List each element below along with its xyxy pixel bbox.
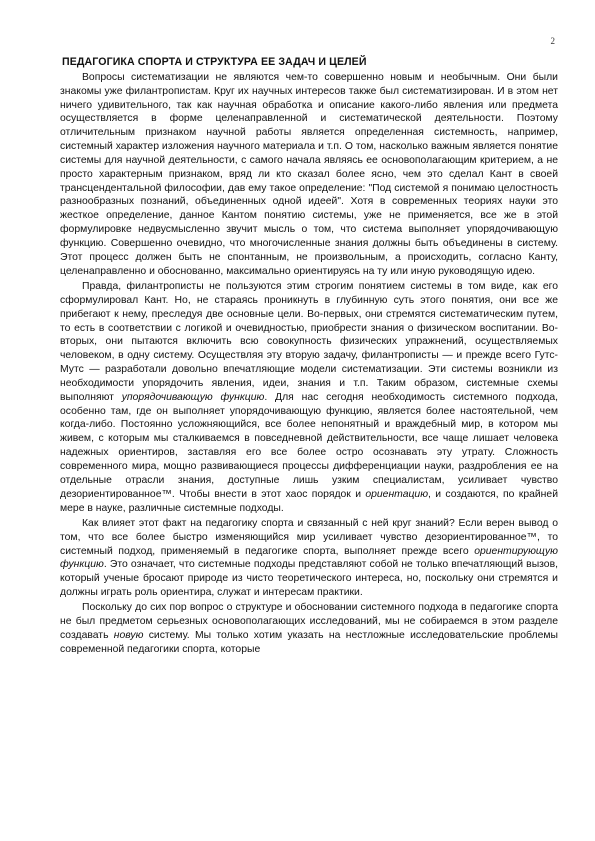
emphasized-text: упорядочивающую функцию (121, 391, 265, 403)
paragraphs-container (60, 71, 558, 657)
paragraph-text: . Это означает, что системные подходы представляют собой не только впечатляющий вызов, который ученые бросают природе из чисто теоретического интереса, но, поскольку они стремятся и должны играть роль ориентира, служат и интересам практики. (60, 559, 558, 599)
paragraph-text: Правда, филантрописты не пользуются этим строгим понятием системы в том виде, как его сформулировал Кант. Но, не стараясь проникнуть в глубинную суть этого понятия, они все же прибегают к нему, преследуя две основные цели. Во-первых, они стремятся систематическим путем, то есть в соответствии с логикой и очевидностью, приобрести знания о физическом воспитании. Во-вторых, они пытаются включить всю совокупность физических упражнений, осуществляемых человеком, в одну систему. Осуществляя эту вторую задачу, филантрописты — и прежде всего Гутс-Мутс — разработали довольно впечатляющие модели систематизации. Эти системы возникли из необходимости упорядочить явления, идеи, знания и т.п. Таким образом, системные схемы выполняют (60, 281, 558, 403)
paragraph-text: . Для нас сегодня необходимость системного подхода, особенно там, где он выполняет упорядочивающую функцию, является более настоятельной, чем когда-либо. Постоянно усложняющийся, все более непонятный и враждебный мир, в котором мы живем, с которым мы сталкиваемся в повседневной действительности, все чаще лишает человека надежных ориентиров, заставляя его все более остро осознавать эту утрату. Сложность современного мира, мощно развивающиеся процессы дифференциации науки, раздробления ее на отдельные отрасли знания, доступные лишь узким специалистам, усиливает чувство дезориентированное™. Чтобы внести в этот хаос порядок и (60, 391, 558, 500)
page-number: 2 (550, 36, 555, 46)
paragraph (60, 517, 558, 600)
paragraph (60, 280, 558, 515)
document-body (60, 56, 558, 658)
paragraph-text: , и создаются, по крайней мере в науке, различные системные подходы. (60, 488, 559, 514)
paragraph (60, 601, 558, 656)
section-title: ПЕДАГОГИКА СПОРТА И СТРУКТУРА ЕЕ ЗАДАЧ И ЦЕЛЕЙ (62, 56, 367, 68)
paragraph-text: Как влияет этот факт на педагогику спорта и связанный с ней круг знаний? Если верен вывод о том, что все более быстро изменяющийся мир усиливает чувство дезориентированное™, то системный подход, применяемый в педагогике спорта, выполняет прежде всего (60, 517, 558, 557)
emphasized-text: ориентирующую функцию (60, 545, 558, 571)
emphasized-text: ориентацию (365, 488, 429, 500)
paragraph-text: систему. Мы только хотим указать на нестложные исследовательские проблемы современной педагогики спорта, которые (60, 630, 558, 655)
paragraph (60, 71, 558, 279)
paragraph-text: Поскольку до сих пор вопрос о структуре и обосновании системного подхода в педагогике спорта не был предметом серьезных основополагающих исследований, мы не собираемся в этом разделе создавать (60, 602, 558, 642)
emphasized-text: новую (113, 630, 144, 642)
paragraph-text: Вопросы систематизации не являются чем-то совершенно новым и необычным. Они были знакомы уже филантропистам. Круг их научных интересов также был систематизирован. И в этом нет ничего удивительного, так как научная обработка и описание какого-либо явления или предмета осуществляется в форме целенаправленной и систематической деятельности. Поэтому отличительным признаком научной работы является определенная системность, например, системный характер изложения научного материала и т.п. О том, насколько важным является понятие системы для научной деятельности, с самого начала являясь ее основополагающим критерием, а не просто характерным признаком, вряд ли кто сказал более ясно, чем это сделал Кант в своей трансцендентальной философии, дав ему такое определение: "Под системой я понимаю целостность разнообразных познаний, объединенных одной идеей". Хотя в современных теориях науки это жесткое определение, данное Кантом понятию системы, уже не применяется, все же в этой формулировке недвусмысленно звучит мысль о том, что система выполняет упорядочивающую функцию. Совершенно очевидно, что многочисленные знания должны быть объединены в систему. Этот процесс должен быть не спонтанным, не произвольным, а происходить, согласно Канту, целенаправленно и обоснованно, максимально ориентируясь на ту или иную руководящую идею. (60, 71, 558, 277)
